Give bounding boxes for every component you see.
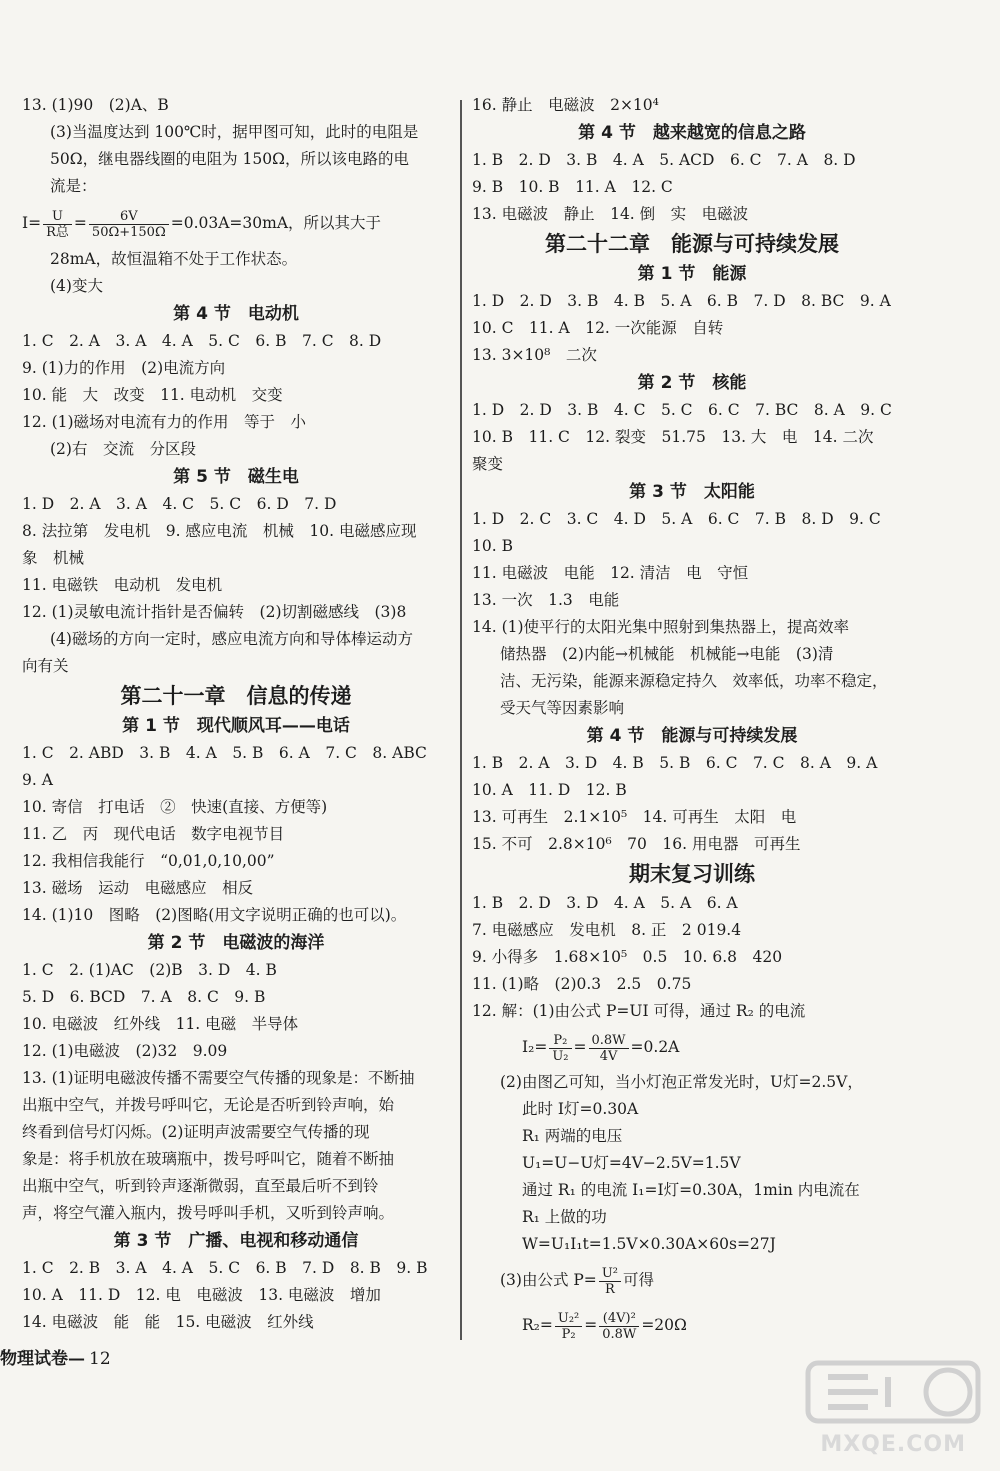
answer-line: U₁=U−U灯=4V−2.5V=1.5V bbox=[522, 1154, 741, 1172]
answer-line: 12. 我相信我能行 “0,01,0,10,00” bbox=[22, 852, 275, 870]
page-footer bbox=[0, 1344, 111, 1369]
answer-line: R₁ 上做的功 bbox=[522, 1208, 607, 1226]
section-heading: 第 1 节 能源 bbox=[637, 264, 747, 284]
answer-line: 13. 磁场 运动 电磁感应 相反 bbox=[22, 879, 254, 897]
answer-line: 1. C 2. ABD 3. B 4. A 5. B 6. A 7. C 8. ABC bbox=[22, 744, 427, 762]
answer-line: 此时 I灯=0.30A bbox=[522, 1100, 639, 1118]
answer-line: 通过 R₁ 的电流 I₁=I灯=0.30A，1min 内电流在 bbox=[522, 1181, 860, 1199]
column-divider bbox=[460, 100, 462, 1340]
answer-line: 1. B 2. A 3. D 4. B 5. B 6. C 7. C 8. A 9. A bbox=[472, 754, 878, 772]
answer-line: 10. A 11. D 12. B bbox=[472, 781, 627, 799]
answer-line: 10. B 11. C 12. 裂变 51.75 13. 大 电 14. 二次 bbox=[472, 428, 874, 446]
answer-line: 10. A 11. D 12. 电 电磁波 13. 电磁波 增加 bbox=[22, 1286, 381, 1304]
answer-line: 9. A bbox=[22, 771, 53, 789]
answer-line: 1. C 2. A 3. A 4. A 5. C 6. B 7. C 8. D bbox=[22, 332, 382, 350]
answer-line: 12. 解：(1)由公式 P=UI 可得，通过 R₂ 的电流 bbox=[472, 1002, 806, 1020]
formula-r2: R₂= $\frac{\text{U₂²}}{\text{P₂}}$ = $\frac{\text{(4V)²}}{0.8W}$ =20Ω bbox=[522, 1310, 687, 1342]
answer-line: 12. (1)磁场对电流有力的作用 等于 小 bbox=[22, 413, 307, 431]
answer-line: 向有关 bbox=[22, 657, 69, 675]
answer-line: 1. B 2. D 3. D 4. A 5. A 6. A bbox=[472, 894, 738, 912]
answer-line: 终看到信号灯闪烁。(2)证明声波需要空气传播的现 bbox=[22, 1123, 370, 1141]
answer-line: 象是：将手机放在玻璃瓶中，拨号呼叫它，随着不断抽 bbox=[22, 1150, 395, 1168]
answer-line: 1. B 2. D 3. B 4. A 5. ACD 6. C 7. A 8. D bbox=[472, 151, 856, 169]
fraction: $\frac{U}{\text{R总}}$ bbox=[43, 209, 72, 240]
answer-line: 11. (1)略 (2)0.3 2.5 0.75 bbox=[472, 975, 692, 993]
answer-line: 50Ω，继电器线圈的电阻为 150Ω，所以该电路的电 bbox=[50, 150, 409, 168]
answer-line: 8. 法拉第 发电机 9. 感应电流 机械 10. 电磁感应现 bbox=[22, 522, 417, 540]
answer-line: 受天气等因素影响 bbox=[500, 699, 625, 717]
answer-line: 13. 可再生 2.1×10⁵ 14. 可再生 太阳 电 bbox=[472, 808, 797, 826]
answer-line: 1. C 2. B 3. A 4. A 5. C 6. B 7. D 8. B 9. B bbox=[22, 1259, 428, 1277]
answer-line: 28mA，故恒温箱不处于工作状态。 bbox=[50, 250, 298, 268]
formula-current: I= $\frac{U}{\text{R总}}$ = $\frac{6V}{50\Omega+150\Omega}$ =0.03A=30mA，所以其大于 bbox=[22, 208, 382, 240]
answer-line: 13. (1)证明电磁波传播不需要空气传播的现象是：不断抽 bbox=[22, 1069, 415, 1087]
section-heading: 第 3 节 广播、电视和移动通信 bbox=[113, 1231, 359, 1251]
footer-label: 物理试卷— bbox=[0, 1349, 85, 1369]
answer-line: 13. 3×10⁸ 二次 bbox=[472, 346, 597, 364]
answer-line: 出瓶中空气，听到铃声逐渐微弱，直至最后听不到铃 bbox=[22, 1177, 379, 1195]
fraction: $\frac{\text{(4V)²}}{0.8W}$ bbox=[599, 1311, 639, 1342]
answer-line: 11. 电磁波 电能 12. 清洁 电 守恒 bbox=[472, 564, 749, 582]
answer-line: 11. 乙 丙 现代电话 数字电视节目 bbox=[22, 825, 285, 843]
answer-line: (3)当温度达到 100℃时，据甲图可知，此时的电阻是 bbox=[50, 123, 419, 141]
answer-line: 11. 电磁铁 电动机 发电机 bbox=[22, 576, 223, 594]
answer-line: 10. C 11. A 12. 一次能源 自转 bbox=[472, 319, 724, 337]
answer-line: 10. B bbox=[472, 537, 513, 555]
answer-line: 14. 电磁波 能 能 15. 电磁波 红外线 bbox=[22, 1313, 314, 1331]
answer-line: 15. 不可 2.8×10⁶ 70 16. 用电器 可再生 bbox=[472, 835, 801, 853]
answer-line: 1. C 2. (1)AC (2)B 3. D 4. B bbox=[22, 961, 277, 979]
chapter-heading: 第二十二章 能源与可持续发展 bbox=[545, 232, 839, 256]
section-heading: 第 4 节 越来越宽的信息之路 bbox=[578, 123, 806, 143]
fraction: $\frac{6V}{50\Omega+150\Omega}$ bbox=[89, 209, 169, 240]
watermark-logo bbox=[788, 1355, 988, 1465]
answer-line: 9. B 10. B 11. A 12. C bbox=[472, 178, 673, 196]
answer-line: 7. 电磁感应 发电机 8. 正 2 019.4 bbox=[472, 921, 742, 939]
answer-line: 流是： bbox=[50, 177, 97, 195]
right-column bbox=[472, 92, 912, 1348]
section-heading: 第 2 节 电磁波的海洋 bbox=[147, 933, 325, 953]
fraction: $\frac{\text{P₂}}{\text{U₂}}$ bbox=[549, 1033, 571, 1064]
answer-line: W=U₁I₁t=1.5V×0.30A×60s=27J bbox=[522, 1235, 776, 1253]
section-heading: 第 4 节 电动机 bbox=[173, 304, 299, 324]
answer-line: 10. 电磁波 红外线 11. 电磁 半导体 bbox=[22, 1015, 299, 1033]
answer-line: 12. (1)灵敏电流计指针是否偏转 (2)切割磁感线 (3)8 bbox=[22, 603, 407, 621]
answer-line: 储热器 (2)内能→机械能 机械能→电能 (3)清 bbox=[500, 645, 834, 663]
section-heading: 第 3 节 太阳能 bbox=[629, 482, 755, 502]
chapter-heading: 第二十一章 信息的传递 bbox=[120, 684, 352, 708]
answer-line: (4)变大 bbox=[50, 277, 103, 295]
answer-line: 9. 小得多 1.68×10⁵ 0.5 10. 6.8 420 bbox=[472, 948, 783, 966]
answer-line: 1. D 2. D 3. B 4. C 5. C 6. C 7. BC 8. A 9. C bbox=[472, 401, 892, 419]
formula-power: (3)由公式 P= $\frac{\text{U²}}{R}$ 可得 bbox=[500, 1265, 654, 1297]
section-heading: 第 4 节 能源与可持续发展 bbox=[586, 726, 798, 746]
page-number: 12 bbox=[89, 1349, 111, 1369]
answer-line: R₁ 两端的电压 bbox=[522, 1127, 623, 1145]
fraction: $\frac{\text{U₂²}}{\text{P₂}}$ bbox=[555, 1311, 582, 1342]
answer-line: 洁、无污染，能源来源稳定持久 效率低，功率不稳定， bbox=[500, 672, 888, 690]
answer-line: 5. D 6. BCD 7. A 8. C 9. B bbox=[22, 988, 266, 1006]
answer-line: 出瓶中空气，并拨号呼叫它，无论是否听到铃声响，始 bbox=[22, 1096, 395, 1114]
answer-line: 13. (1)90 (2)A、B bbox=[22, 96, 169, 114]
answer-line: 14. (1)使平行的太阳光集中照射到集热器上，提高效率 bbox=[472, 618, 850, 636]
chapter-heading: 期末复习训练 bbox=[629, 862, 755, 886]
answer-line: 9. (1)力的作用 (2)电流方向 bbox=[22, 359, 226, 377]
answer-line: 10. 能 大 改变 11. 电动机 交变 bbox=[22, 386, 283, 404]
answer-line: 1. D 2. D 3. B 4. B 5. A 6. B 7. D 8. BC 9. A bbox=[472, 292, 891, 310]
answer-line: 13. 电磁波 静止 14. 倒 实 电磁波 bbox=[472, 205, 749, 223]
answer-line: 声，将空气灌入瓶内，拨号呼叫手机，又听到铃声响。 bbox=[22, 1204, 395, 1222]
answer-line: 象 机械 bbox=[22, 549, 85, 567]
formula-i2: I₂= $\frac{\text{P₂}}{\text{U₂}}$ = $\frac{0.8W}{4V}$ =0.2A bbox=[522, 1032, 680, 1064]
answer-line: (4)磁场的方向一定时，感应电流方向和导体棒运动方 bbox=[50, 630, 413, 648]
answer-line: 聚变 bbox=[472, 455, 504, 473]
answer-line: 1. D 2. A 3. A 4. C 5. C 6. D 7. D bbox=[22, 495, 337, 513]
answer-line: 1. D 2. C 3. C 4. D 5. A 6. C 7. B 8. D 9. C bbox=[472, 510, 881, 528]
answer-line: (2)右 交流 分区段 bbox=[50, 440, 196, 458]
left-column bbox=[22, 92, 450, 1336]
fraction: $\frac{0.8W}{4V}$ bbox=[589, 1033, 629, 1064]
answer-line: 10. 寄信 打电话 ② 快速(直接、方便等) bbox=[22, 798, 328, 816]
answer-line: 12. (1)电磁波 (2)32 9.09 bbox=[22, 1042, 228, 1060]
fraction: $\frac{\text{U²}}{R}$ bbox=[599, 1266, 621, 1297]
answer-line: 16. 静止 电磁波 2×10⁴ bbox=[472, 96, 659, 114]
answer-line: 13. 一次 1.3 电能 bbox=[472, 591, 620, 609]
section-heading: 第 1 节 现代顺风耳——电话 bbox=[122, 716, 350, 736]
answer-line: (2)由图乙可知，当小灯泡正常发光时，U灯=2.5V， bbox=[500, 1073, 863, 1091]
answer-line: 14. (1)10 图略 (2)图略(用文字说明正确的也可以)。 bbox=[22, 906, 407, 924]
section-heading: 第 2 节 核能 bbox=[637, 373, 747, 393]
section-heading: 第 5 节 磁生电 bbox=[173, 467, 299, 487]
watermark-text: MXQE.COM bbox=[820, 1432, 966, 1457]
